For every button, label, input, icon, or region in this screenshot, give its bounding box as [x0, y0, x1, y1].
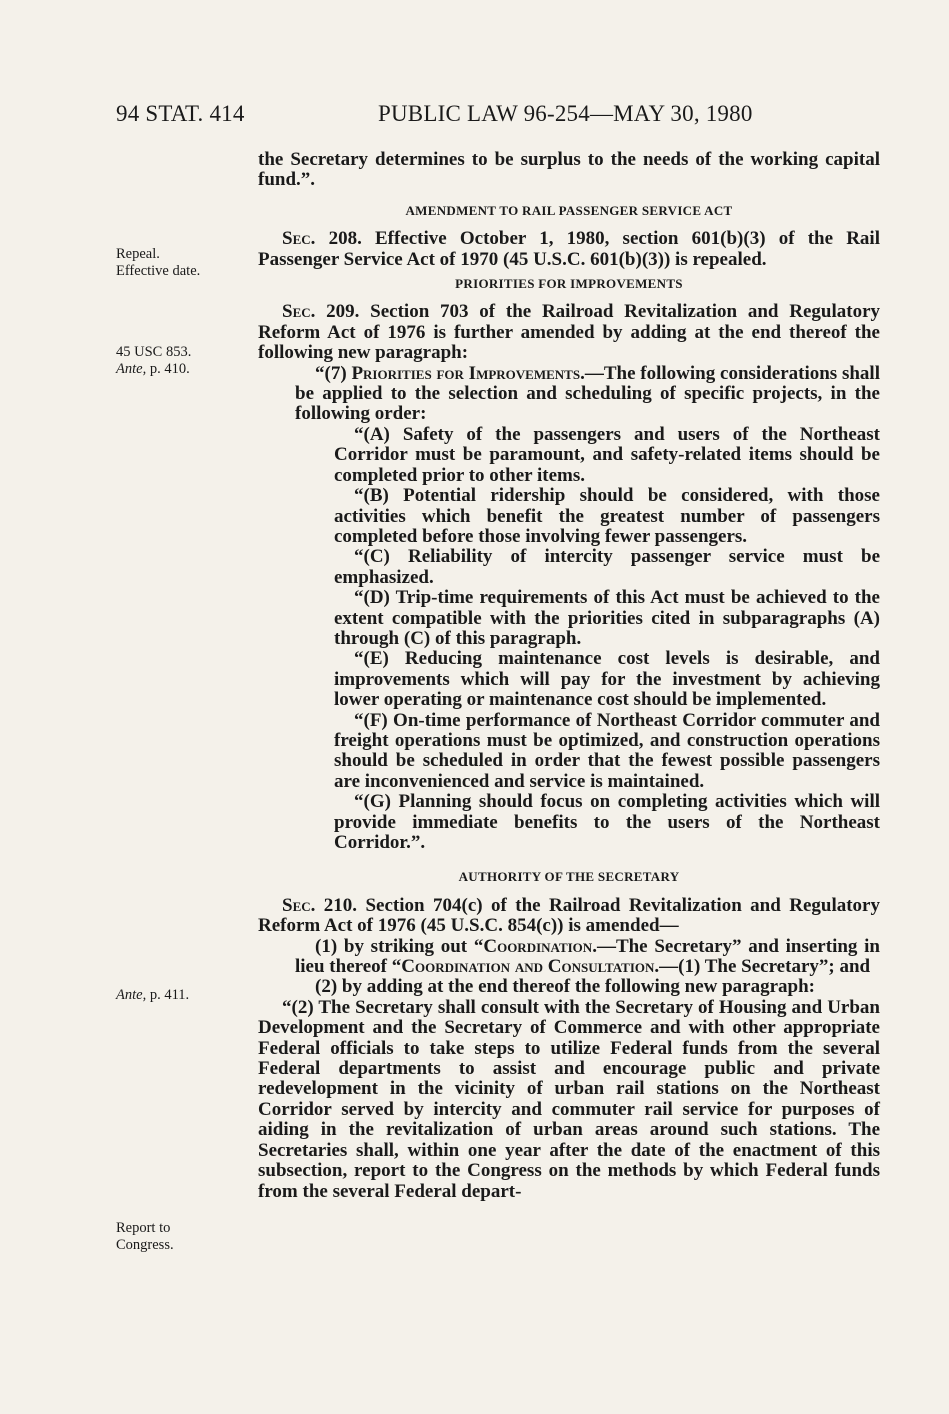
sec-text: 210. Section 704(c) of the Railroad Revitalization and Regulatory Reform Act of 1976 (45 U.S.C. 854(c)) is amended— — [258, 894, 880, 937]
margin-note-italic: Ante, — [116, 987, 147, 1003]
para-caption: Priorities for Improvements — [351, 362, 581, 384]
margin-note-line: Congress. — [116, 1237, 174, 1253]
para-text: (1) by striking out “ — [315, 935, 484, 957]
subparagraph-g: “(G) Planning should focus on completing activities which will provide immediate benefits to the users of the Northeast Corridor.”. — [334, 791, 880, 853]
margin-note-line: Repeal. — [116, 246, 160, 262]
clause-2: (2) by adding at the end thereof the following new paragraph: — [315, 976, 815, 998]
subparagraph-c: “(C) Reliability of intercity passenger service must be emphasized. — [334, 546, 880, 588]
paragraph-7 — [258, 364, 880, 425]
margin-note-report — [116, 1220, 174, 1254]
para-caption: Coordination and Consultation — [401, 956, 655, 978]
margin-note-repeal — [116, 246, 200, 280]
margin-note-page: p. 410. — [146, 361, 190, 377]
section-208 — [258, 229, 880, 270]
margin-note-line: Report to — [116, 1220, 171, 1236]
margin-note-line — [116, 987, 189, 1004]
section-heading: AUTHORITY OF THE SECRETARY — [458, 869, 680, 885]
sec-label: Sec. — [282, 228, 316, 250]
margin-note-usc — [116, 344, 191, 378]
para-text: .—(1) The Secretary”; and — [654, 956, 871, 978]
paragraph: the Secretary determines to be surplus to the needs of the working capital fund.”. — [258, 149, 880, 191]
para-text: “(7) — [315, 362, 352, 384]
subparagraph-a: “(A) Safety of the passengers and users of the Northeast Corridor must be paramount, and safety-related items should be completed prior to other items. — [334, 423, 880, 486]
section-210 — [258, 896, 880, 937]
sec-label: Sec. — [282, 301, 316, 323]
subparagraph-b: “(B) Potential ridership should be considered, with those activities which benefit the greatest number of passengers completed before those involving fewer passengers. — [334, 485, 880, 547]
subparagraph-e: “(E) Reducing maintenance cost levels is desirable, and improvements which will pay for the investment by achieving lower operating or maintenance cost should be implemented. — [334, 648, 880, 711]
para-caption: Coordination — [483, 935, 593, 957]
body-text — [258, 150, 880, 1202]
sec-label: Sec. — [282, 894, 316, 916]
margin-note-line — [116, 361, 191, 378]
clause-1 — [258, 937, 880, 978]
inserted-paragraph: “(2) The Secretary shall consult with the Secretary of Housing and Urban Development and the Secretary of Commerce and with other appropriate Federal officials to take steps to utilize Federal funds from the several Federal departments to assist and encourage public and private redevelopment in the vicinity of urban rail stations on the Northeast Corridor served by intercity and commuter rail service for purposes of aiding in the revitalization of urban areas around such stations. The Secretaries shall, within one year after the date of the enactment of this subsection, report to the Congress on the methods by which Federal funds from the several Federal depart- — [258, 996, 880, 1202]
section-209 — [258, 302, 880, 363]
section-heading: PRIORITIES FOR IMPROVEMENTS — [455, 276, 683, 292]
sec-text: 209. Section 703 of the Railroad Revitalization and Regulatory Reform Act of 1976 is further amended by adding at the end thereof the following new paragraph: — [258, 301, 880, 364]
section-heading: AMENDMENT TO RAIL PASSENGER SERVICE ACT — [405, 202, 733, 218]
para-text: .—The Secretary” and inserting in lieu thereof “ — [295, 935, 880, 978]
subparagraph-d: “(D) Trip-time requirements of this Act must be achieved to the extent compatible with the priorities cited in subparagraphs (A) through (C) of this paragraph. — [334, 587, 880, 649]
running-header: PUBLIC LAW 96-254—MAY 30, 1980 — [378, 101, 753, 126]
subparagraph-f: “(F) On-time performance of Northeast Corridor commuter and freight operations must be optimized, and construction operations should be scheduled in order that the fewest possible passengers are inconvenienced and service is maintained. — [334, 709, 880, 792]
margin-note-italic: Ante, — [116, 361, 147, 377]
bleed-through-mark — [120, 590, 210, 604]
margin-note-line: Effective date. — [116, 263, 201, 279]
stat-page-number: 94 STAT. 414 — [116, 101, 245, 126]
sec-text: 208. Effective October 1, 1980, section 601(b)(3) of the Rail Passenger Service Act of 1970 (45 U.S.C. 601(b)(3)) is repealed. — [258, 228, 880, 270]
margin-note-ante — [116, 987, 189, 1004]
margin-note-line: 45 USC 853. — [116, 344, 192, 360]
margin-note-page: p. 411. — [146, 987, 190, 1003]
para-text: .—The following considerations shall be applied to the selection and scheduling of specific projects, in the following order: — [295, 362, 880, 425]
